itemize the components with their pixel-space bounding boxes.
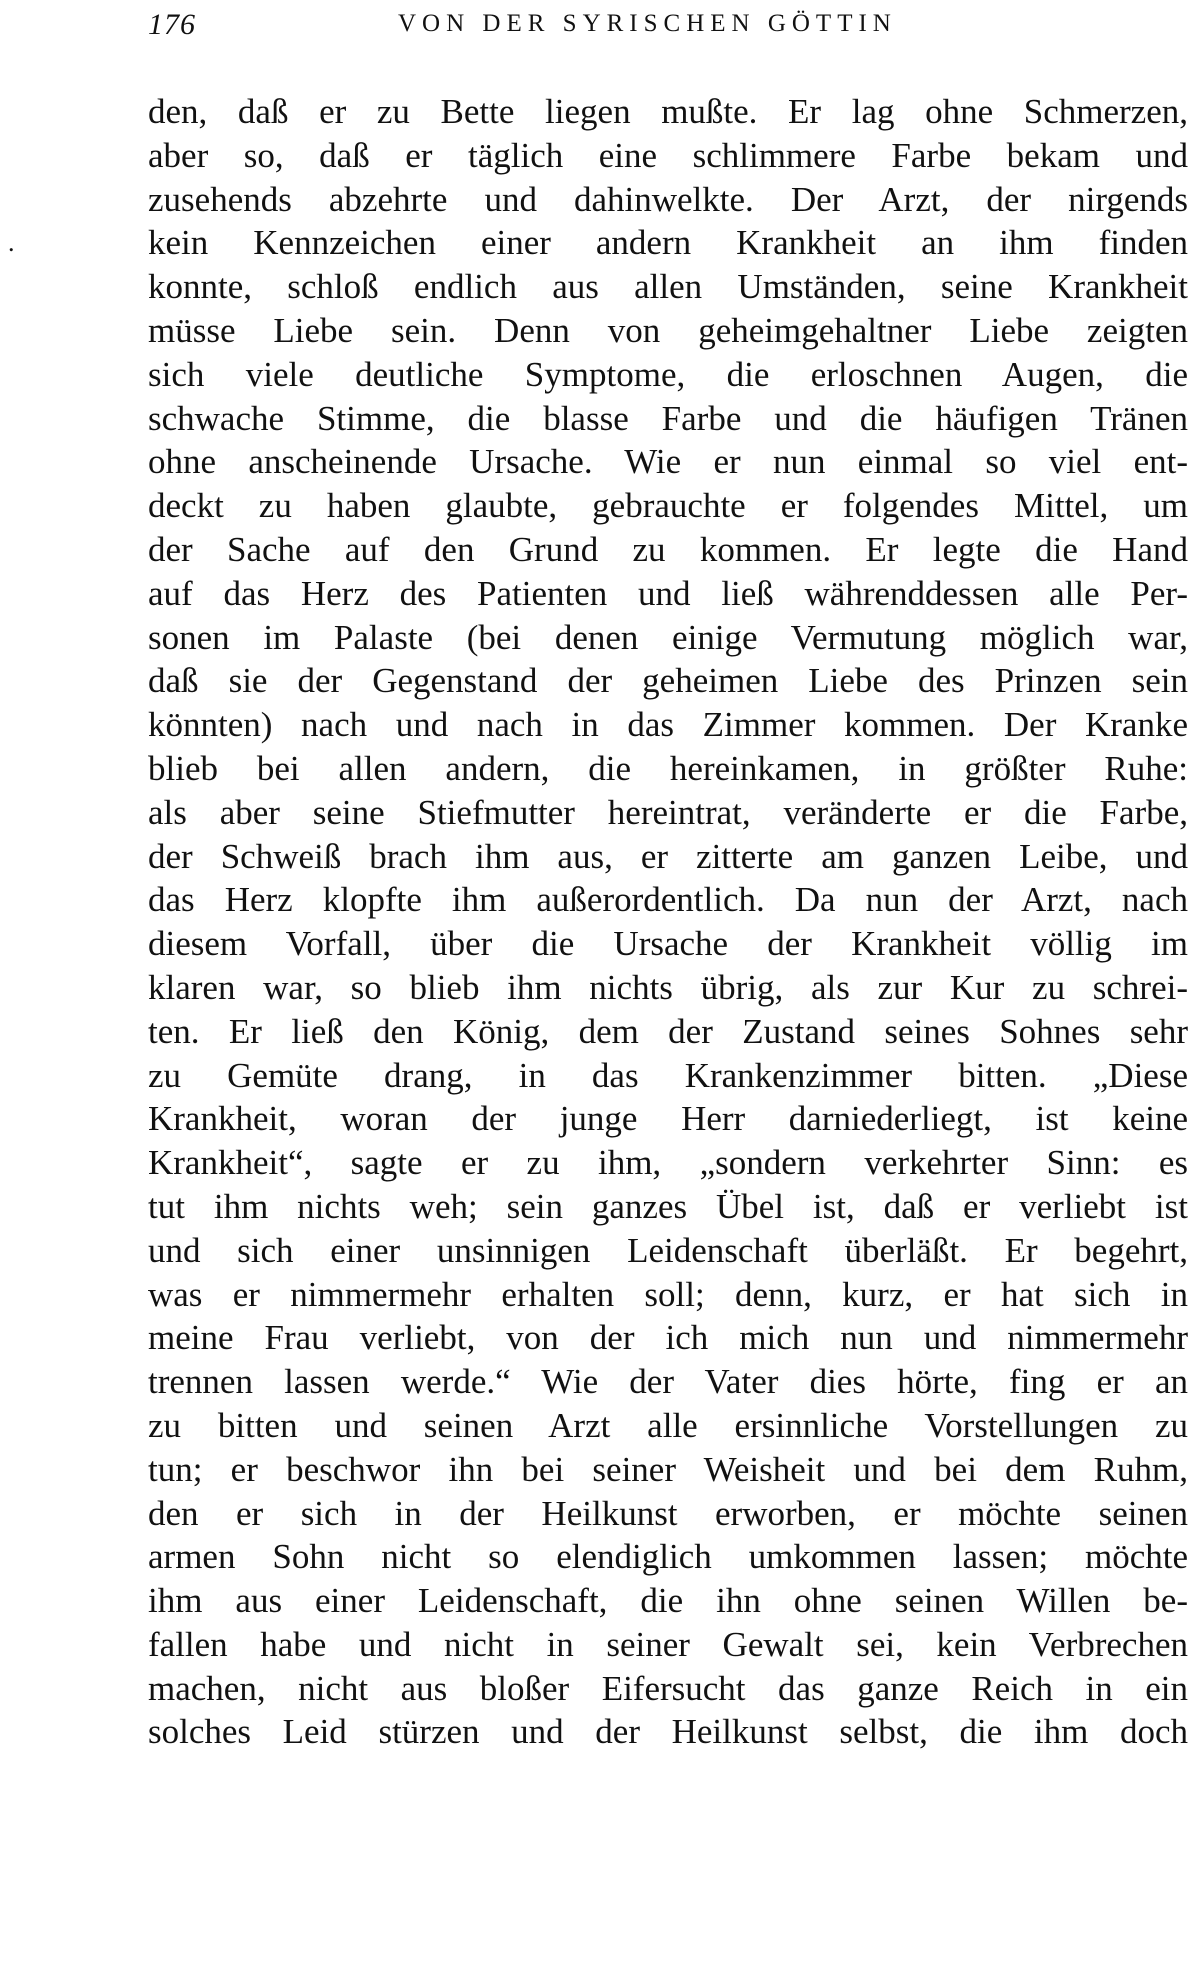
text-line: diesem Vorfall, über die Ursache der Krankheit völlig im [148, 924, 1188, 964]
text-line: zu Gemüte drang, in das Krankenzimmer bitten. „Diese [148, 1055, 1188, 1095]
text-line: als aber seine Stiefmutter hereintrat, veränderte er die Farbe, [148, 792, 1188, 832]
text-line: ten. Er ließ den König, dem der Zustand seines Sohnes sehr [148, 1011, 1188, 1051]
text-line: der Schweiß brach ihm aus, er zitterte am ganzen Leibe, und [148, 836, 1188, 876]
text-line: zusehends abzehrte und dahinwelkte. Der Arzt, der nirgends [148, 179, 1188, 219]
running-head: VON DER SYRISCHEN GÖTTIN [398, 10, 897, 37]
text-line: kein Kennzeichen einer andern Krankheit an ihm finden [148, 223, 1188, 263]
page-number: 176 [148, 8, 196, 41]
page-header [148, 8, 1198, 48]
text-line: Krankheit, woran der junge Herr darniederliegt, ist keine [148, 1099, 1188, 1139]
text-line: konnte, schloß endlich aus allen Umständen, seine Krankheit [148, 267, 1188, 307]
text-line: ihm aus einer Leidenschaft, die ihn ohne seinen Willen be- [148, 1581, 1188, 1621]
text-line: könnten) nach und nach in das Zimmer kommen. Der Kranke [148, 705, 1188, 745]
text-line: klaren war, so blieb ihm nichts übrig, als zur Kur zu schrei- [148, 967, 1188, 1007]
text-line: was er nimmermehr erhalten soll; denn, kurz, er hat sich in [148, 1274, 1188, 1314]
text-line: schwache Stimme, die blasse Farbe und die häufigen Tränen [148, 398, 1188, 438]
text-line: sich viele deutliche Symptome, die erloschnen Augen, die [148, 354, 1188, 394]
text-line: auf das Herz des Patienten und ließ währenddessen alle Per- [148, 573, 1188, 613]
text-line: müsse Liebe sein. Denn von geheimgehaltner Liebe zeigten [148, 310, 1188, 350]
text-line: blieb bei allen andern, die hereinkamen, in größter Ruhe: [148, 748, 1188, 788]
margin-mark: . [8, 228, 15, 257]
text-line: das Herz klopfte ihm außerordentlich. Da nun der Arzt, nach [148, 880, 1188, 920]
text-line: machen, nicht aus bloßer Eifersucht das ganze Reich in ein [148, 1668, 1188, 1708]
text-line: solches Leid stürzen und der Heilkunst selbst, die ihm doch [148, 1712, 1188, 1752]
text-line: den er sich in der Heilkunst erworben, er möchte seinen [148, 1493, 1188, 1533]
text-line: der Sache auf den Grund zu kommen. Er legte die Hand [148, 529, 1188, 569]
text-line: tun; er beschwor ihn bei seiner Weisheit und bei dem Ruhm, [148, 1449, 1188, 1489]
text-line: ohne anscheinende Ursache. Wie er nun einmal so viel ent- [148, 442, 1188, 482]
text-line: und sich einer unsinnigen Leidenschaft überläßt. Er begehrt, [148, 1230, 1188, 1270]
text-line: aber so, daß er täglich eine schlimmere Farbe bekam und [148, 135, 1188, 175]
text-line: meine Frau verliebt, von der ich mich nun und nimmermehr [148, 1318, 1188, 1358]
text-line: sonen im Palaste (bei denen einige Vermutung möglich war, [148, 617, 1188, 657]
body-text [148, 90, 1188, 1754]
text-line: armen Sohn nicht so elendiglich umkommen lassen; möchte [148, 1537, 1188, 1577]
text-line: deckt zu haben glaubte, gebrauchte er folgendes Mittel, um [148, 486, 1188, 526]
text-line: den, daß er zu Bette liegen mußte. Er lag ohne Schmerzen, [148, 92, 1188, 131]
text-line: tut ihm nichts weh; sein ganzes Übel ist, daß er verliebt ist [148, 1186, 1188, 1226]
text-line: trennen lassen werde.“ Wie der Vater dies hörte, fing er an [148, 1362, 1188, 1402]
text-line: daß sie der Gegenstand der geheimen Liebe des Prinzen sein [148, 661, 1188, 701]
text-line: Krankheit“, sagte er zu ihm, „sondern verkehrter Sinn: es [148, 1143, 1188, 1183]
text-line: fallen habe und nicht in seiner Gewalt sei, kein Verbrechen [148, 1624, 1188, 1664]
text-line: zu bitten und seinen Arzt alle ersinnliche Vorstellungen zu [148, 1405, 1188, 1445]
